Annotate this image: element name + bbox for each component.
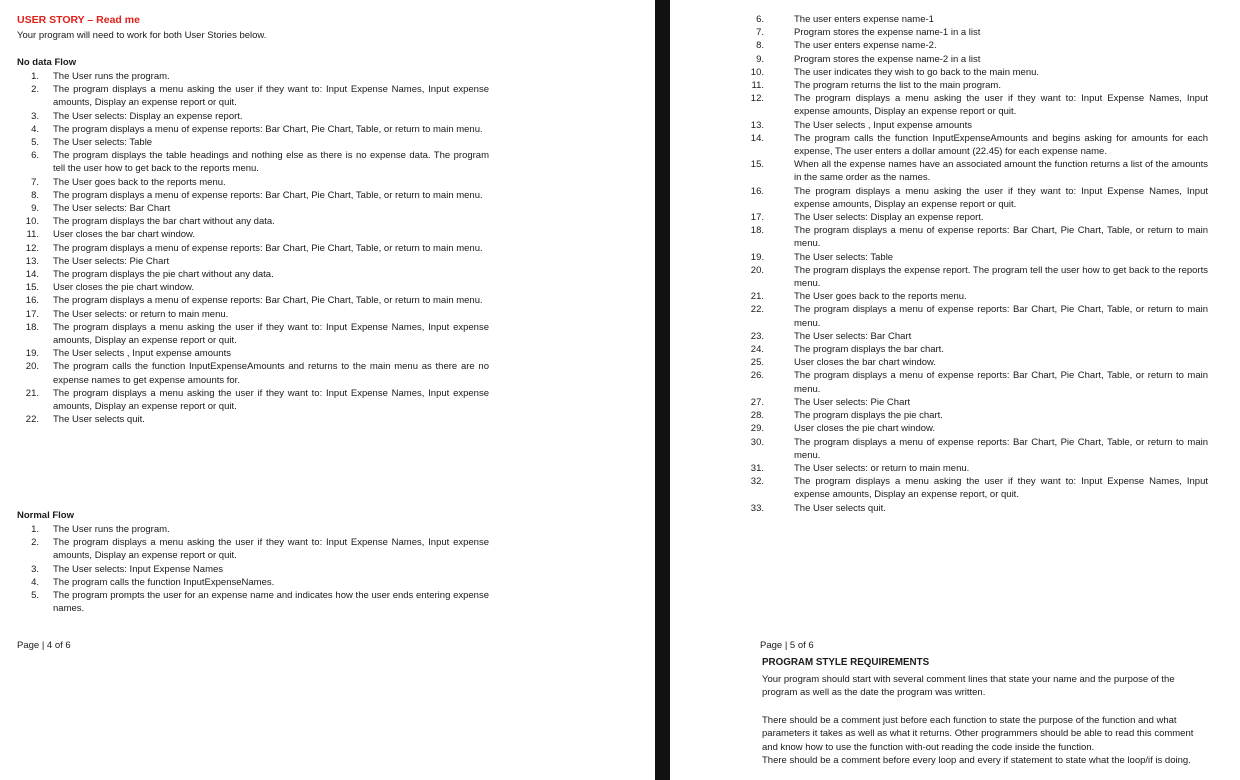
step-number: 16. (25, 295, 39, 307)
requirements-paragraph-2: There should be a comment just before each function to state the purpose of the function and what parameters it takes as well as what it returns. Other programmers should be able to read this comment and know how to use the function with-out reading the code inside the function. (762, 715, 1194, 753)
step-item (751, 79, 1208, 92)
step-number: 20. (25, 361, 39, 373)
step-item (17, 83, 489, 109)
step-item (17, 576, 489, 589)
step-number: 31. (750, 462, 764, 474)
step-item (17, 360, 489, 386)
step-text: The User selects: Pie Chart (53, 255, 170, 267)
step-text: Program stores the expense name-1 in a list (794, 27, 981, 39)
step-text: User closes the pie chart window. (794, 423, 935, 435)
step-number: 14. (750, 132, 764, 144)
step-number: 22. (25, 414, 39, 426)
step-number: 19. (750, 251, 764, 263)
step-item (17, 215, 489, 228)
no-data-flow-list (17, 70, 489, 426)
step-text: The User selects: or return to main menu. (53, 308, 229, 320)
step-number: 14. (25, 269, 39, 281)
step-item (750, 303, 1208, 329)
step-number: 27. (750, 396, 764, 408)
step-text: The User selects , Input expense amounts (53, 348, 231, 360)
step-text: The user enters expense name-1 (794, 14, 934, 25)
step-number: 7. (756, 27, 764, 39)
step-item (750, 251, 1208, 264)
step-number: 9. (31, 203, 39, 215)
step-item (750, 396, 1208, 409)
step-number: 20. (750, 264, 764, 276)
step-text: The program displays the bar chart without any data. (53, 216, 275, 228)
step-text: The program displays a menu asking the user if they want to: Input Expense Names, Input expense amounts, Display an expense report or quit. (53, 387, 489, 413)
step-text: The User selects , Input expense amounts (794, 119, 972, 131)
step-item (17, 536, 489, 562)
step-number: 8. (756, 40, 764, 52)
step-number: 28. (750, 410, 764, 422)
step-text: The program displays a menu asking the user if they want to: Input Expense Names, Input expense amounts, Display an expense report or quit. (53, 537, 489, 562)
intro-text: Your program will need to work for both User Stories below. (17, 30, 267, 41)
step-item (756, 13, 1208, 26)
step-item (750, 356, 1208, 369)
step-number: 17. (25, 308, 39, 320)
step-item (750, 185, 1208, 211)
step-item (17, 589, 489, 615)
step-text: The program calls the function InputExpenseAmounts and returns to the main menu as there are no expense names to get expense amounts for. (53, 361, 489, 386)
step-item (750, 462, 1208, 475)
step-item (17, 387, 489, 413)
step-item (756, 39, 1208, 52)
step-item (750, 119, 1208, 132)
step-number: 21. (25, 387, 39, 399)
step-number: 2. (31, 537, 39, 549)
step-text: Program stores the expense name-2 in a list (794, 53, 981, 65)
style-requirements-heading: PROGRAM STYLE REQUIREMENTS (762, 657, 930, 668)
step-number: 19. (25, 348, 39, 360)
step-item (17, 189, 489, 202)
step-text: The user indicates they wish to go back to the main menu. (794, 66, 1040, 78)
page-footer-4: Page | 4 of 6 (17, 640, 71, 651)
step-text: The program displays the pie chart without any data. (53, 269, 274, 281)
requirements-paragraph-3: There should be a comment before every loop and every if statement to state what the loop/if is doing. (762, 755, 1191, 766)
step-item (17, 176, 489, 189)
step-number: 3. (31, 110, 39, 122)
step-item (750, 343, 1208, 356)
step-text: The program calls the function InputExpenseAmounts and begins asking for amounts for each expense, The user enters a dollar amount (22.45) for each expense name. (794, 132, 1208, 158)
step-text: The User goes back to the reports menu. (794, 291, 967, 303)
step-number: 33. (750, 502, 764, 514)
step-text: The User selects: Input Expense Names (53, 563, 224, 575)
step-item (17, 242, 489, 255)
step-text: The User selects: Table (53, 137, 153, 149)
step-number: 17. (750, 212, 764, 224)
step-text: The User selects quit. (53, 414, 145, 426)
normal-flow-list (17, 523, 489, 615)
step-text: The User selects: Bar Chart (794, 330, 912, 342)
step-item (17, 228, 489, 241)
normal-flow-list-continued (750, 13, 1208, 515)
step-number: 11. (26, 229, 39, 241)
step-item (750, 290, 1208, 303)
step-text: When all the expense names have an associated amount the function returns a list of the amounts in the same order as the names. (794, 159, 1208, 184)
step-number: 11. (751, 80, 764, 92)
step-number: 18. (750, 225, 764, 237)
step-text: The program displays a menu asking the user if they want to: Input Expense Names, Input expense amounts, Display an expense report or quit. (794, 185, 1208, 210)
step-number: 25. (750, 357, 764, 369)
step-number: 9. (756, 53, 764, 65)
step-item (750, 409, 1208, 422)
step-text: The program calls the function InputExpenseNames. (53, 576, 275, 588)
step-text: User closes the bar chart window. (794, 357, 937, 369)
step-text: The program displays the pie chart. (794, 410, 943, 422)
step-item (17, 308, 489, 321)
step-item (750, 502, 1208, 515)
step-number: 6. (756, 14, 764, 25)
step-number: 1. (31, 71, 39, 82)
step-text: The User selects: Bar Chart (53, 203, 171, 215)
step-number: 7. (31, 176, 39, 188)
step-item (17, 70, 489, 83)
step-item (17, 281, 489, 294)
step-item (17, 563, 489, 576)
requirements-paragraph-1: Your program should start with several comment lines that state your name and the purpose of the program as well as the date the program was written. (762, 674, 1175, 699)
step-number: 6. (31, 150, 39, 162)
step-item (17, 110, 489, 123)
step-number: 5. (31, 590, 39, 602)
step-text: User closes the bar chart window. (53, 229, 196, 241)
step-text: The User selects: Display an expense report. (53, 110, 243, 122)
step-number: 8. (31, 189, 39, 201)
step-number: 3. (31, 563, 39, 575)
step-item (17, 255, 489, 268)
step-number: 12. (750, 93, 764, 105)
step-item (750, 436, 1208, 462)
step-item (750, 264, 1208, 290)
step-number: 4. (31, 123, 39, 135)
step-item (750, 132, 1208, 158)
step-text: The program displays a menu of expense reports: Bar Chart, Pie Chart, Table, or return to main menu. (53, 242, 483, 254)
step-number: 18. (25, 321, 39, 333)
step-text: The program returns the list to the main program. (794, 80, 1001, 92)
step-number: 13. (25, 255, 39, 267)
step-text: The program displays a menu of expense reports: Bar Chart, Pie Chart, Table, or return to main menu. (794, 225, 1208, 250)
step-number: 30. (750, 436, 764, 448)
step-text: The User selects: Display an expense report. (794, 212, 984, 224)
step-item (17, 123, 489, 136)
step-text: The program prompts the user for an expense name and indicates how the user ends entering expense names. (53, 590, 489, 615)
step-text: The program displays a menu asking the user if they want to: Input Expense Names, Input expense amounts, Display an expense report or quit. (794, 93, 1208, 118)
step-item (750, 92, 1208, 118)
step-text: The User selects: Pie Chart (794, 396, 911, 408)
step-item (756, 26, 1208, 39)
page-gutter (655, 0, 670, 780)
step-item (750, 211, 1208, 224)
step-text: The program displays the bar chart. (794, 344, 944, 356)
step-item (17, 268, 489, 281)
step-item (750, 66, 1208, 79)
step-item (756, 53, 1208, 66)
document-page-5 (670, 0, 1240, 780)
step-item (750, 422, 1208, 435)
normal-flow-heading: Normal Flow (17, 510, 75, 521)
step-item (17, 202, 489, 215)
step-number: 29. (750, 423, 764, 435)
step-item (17, 149, 489, 175)
page-footer-5: Page | 5 of 6 (760, 640, 814, 651)
step-item (17, 136, 489, 149)
no-data-flow-heading: No data Flow (17, 57, 77, 68)
step-item (17, 347, 489, 360)
step-item (750, 330, 1208, 343)
step-text: The program displays the table headings and nothing else as there is no expense data. The program tell the user how to get back to the reports menu. (53, 150, 489, 175)
step-text: The program displays a menu of expense reports: Bar Chart, Pie Chart, Table, or return to main menu. (794, 370, 1208, 395)
step-item (750, 475, 1208, 501)
step-number: 21. (750, 291, 764, 303)
step-number: 5. (31, 137, 39, 149)
step-number: 1. (31, 524, 39, 535)
step-number: 15. (25, 282, 39, 294)
step-text: The program displays a menu asking the user if they want to: Input Expense Names, Input expense amounts, Display an expense report or quit. (53, 321, 489, 347)
step-number: 23. (750, 330, 764, 342)
step-text: User closes the pie chart window. (53, 282, 194, 294)
step-item (17, 294, 489, 307)
step-text: The user enters expense name-2. (794, 40, 937, 52)
step-text: The program displays a menu of expense reports: Bar Chart, Pie Chart, Table, or return to main menu. (53, 295, 483, 307)
step-text: The program displays a menu of expense reports: Bar Chart, Pie Chart, Table, or return to main menu. (53, 189, 483, 201)
step-number: 13. (750, 119, 764, 131)
step-text: The program displays a menu of expense reports: Bar Chart, Pie Chart, Table, or return to main menu. (794, 436, 1208, 461)
step-text: The User runs the program. (53, 524, 170, 535)
step-item (17, 523, 489, 536)
user-story-title: USER STORY – Read me (17, 14, 140, 26)
step-number: 16. (750, 185, 764, 197)
step-number: 4. (31, 576, 39, 588)
step-text: The program displays a menu of expense reports: Bar Chart, Pie Chart, Table, or return to main menu. (794, 304, 1208, 329)
step-text: The User selects: or return to main menu. (794, 462, 970, 474)
step-number: 10. (25, 216, 39, 228)
step-text: The program displays a menu of expense reports: Bar Chart, Pie Chart, Table, or return to main menu. (53, 123, 483, 135)
step-number: 32. (750, 476, 764, 488)
step-text: The program displays a menu asking the user if they want to: Input Expense Names, Input expense amounts, Display an expense report, or quit. (794, 476, 1208, 501)
step-number: 2. (31, 84, 39, 96)
step-number: 22. (750, 304, 764, 316)
step-text: The User goes back to the reports menu. (53, 176, 226, 188)
step-item (17, 413, 489, 426)
step-number: 10. (750, 66, 764, 78)
step-text: The program displays a menu asking the user if they want to: Input Expense Names, Input expense amounts, Display an expense report or quit. (53, 84, 489, 109)
step-text: The program displays the expense report. The program tell the user how to get back to the reports menu. (794, 264, 1208, 290)
step-number: 26. (750, 370, 764, 382)
step-number: 24. (750, 344, 764, 356)
step-item (750, 224, 1208, 250)
step-text: The User runs the program. (53, 71, 170, 82)
step-number: 15. (750, 159, 764, 171)
step-item (750, 369, 1208, 395)
step-item (750, 158, 1208, 184)
step-number: 12. (25, 242, 39, 254)
step-text: The User selects quit. (794, 502, 886, 514)
step-text: The User selects: Table (794, 251, 894, 263)
step-item (17, 321, 489, 347)
